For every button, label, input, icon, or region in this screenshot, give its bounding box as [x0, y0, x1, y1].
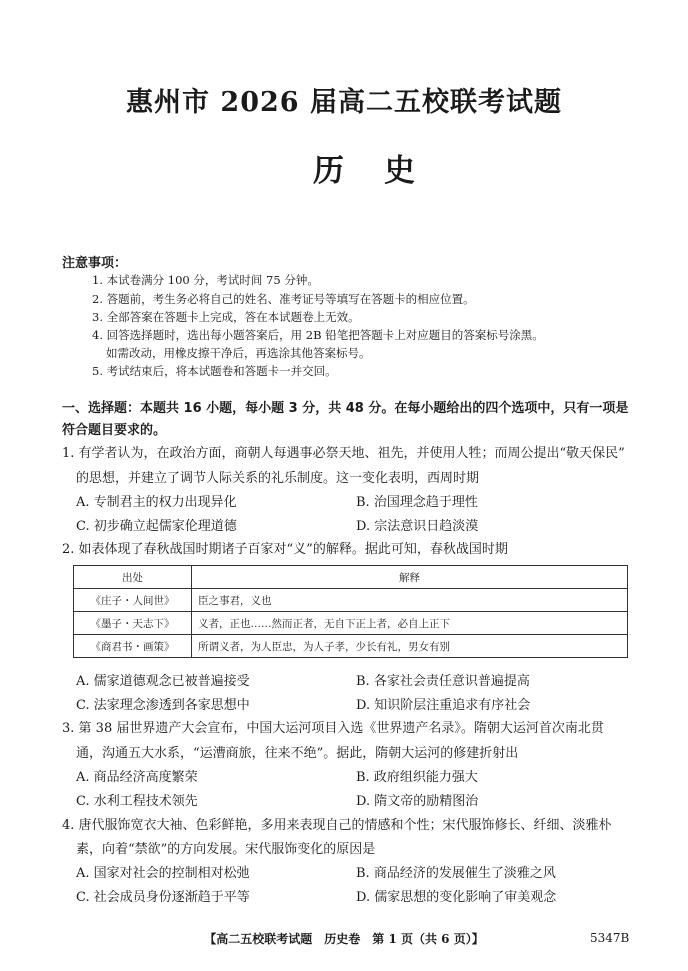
page-footer: 【高二五校联考试题 历史卷 第 1 页（共 6 页）】	[204, 932, 484, 946]
question-4-option-a: A. 国家对社会的控制相对松弛	[76, 866, 250, 881]
paper-code: 5347B	[590, 931, 630, 945]
question-3-option-b: B. 政府组织能力强大	[356, 770, 478, 785]
table-cell-explanation: 臣之事君，义也	[192, 589, 628, 612]
question-4-option-c: C. 社会成员身份逐渐趋于平等	[76, 890, 250, 905]
table-cell-explanation: 义者，正也……然而正者，无自下正上者，必自上正下	[192, 612, 628, 635]
question-1-option-c: C. 初步确立起儒家伦理道德	[76, 519, 237, 534]
exam-title: 惠州市 2026 届高二五校联考试题	[126, 87, 562, 118]
table-header-row	[74, 566, 628, 589]
question-1-stem: 1. 有学者认为，在政治方面，商朝人每遇事必祭天地、祖先，并使用人牲；而周公提出“敬天保民”	[62, 446, 625, 461]
notice-item: 5. 考试结束后，将本试题卷和答题卡一并交回。	[92, 364, 337, 378]
table-row	[74, 589, 628, 612]
question-3-option-d: D. 隋文帝的励精图治	[356, 794, 479, 809]
question-2-option-b: B. 各家社会责任意识普遍提高	[356, 674, 530, 689]
table-row	[74, 635, 628, 658]
question-2-option-c: C. 法家理念渗透到各家思想中	[76, 698, 250, 713]
table-row	[74, 612, 628, 635]
subject-title: 历史	[313, 153, 455, 189]
question-1-option-d: D. 宗法意识日趋淡漠	[356, 519, 479, 534]
question-3-stem: 3. 第 38 届世界遗产大会宣布，中国大运河项目入选《世界遗产名录》。隋朝大运河首次南北贯	[62, 721, 604, 736]
notice-heading: 注意事项：	[62, 256, 128, 271]
question-2-option-a: A. 儒家道德观念已被普遍接受	[76, 674, 250, 689]
question-4-stem-cont: 素，向着“禁欲”的方向发展。宋代服饰变化的原因是	[76, 842, 376, 857]
question-3-option-a: A. 商品经济高度繁荣	[76, 770, 198, 785]
table-cell-source: 《商君书・画策》	[74, 635, 192, 658]
table-header-source: 出处	[74, 566, 192, 589]
question-3-option-c: C. 水利工程技术领先	[76, 794, 198, 809]
question-1-option-a: A. 专制君主的权力出现异化	[76, 495, 237, 510]
source-table	[73, 565, 628, 658]
notice-item: 1. 本试卷满分 100 分，考试时间 75 分钟。	[92, 273, 319, 287]
section-heading: 一、选择题：本题共 16 小题，每小题 3 分，共 48 分。在每小题给出的四个选项中，只有一项是符合题目要求的。	[62, 401, 629, 438]
question-4-option-d: D. 儒家思想的变化影响了审美观念	[356, 890, 557, 905]
question-2-option-d: D. 知识阶层注重追求有序社会	[356, 698, 531, 713]
table-cell-source: 《庄子・人间世》	[74, 589, 192, 612]
question-4-stem: 4. 唐代服饰宽衣大袖、色彩鲜艳，多用来表现自己的情感和个性；宋代服饰修长、纤细、淡雅朴	[62, 818, 612, 833]
question-3-stem-cont: 通，沟通五大水系，“运漕商旅，往来不绝”。据此，隋朝大运河的修建折射出	[76, 746, 519, 761]
table-header-explanation: 解释	[192, 566, 628, 589]
question-1-option-b: B. 治国理念趋于理性	[356, 495, 478, 510]
notice-item: 4. 回答选择题时，选出每小题答案后，用 2B 铅笔把答题卡上对应题目的答案标号涂黑。	[92, 328, 544, 342]
notice-item: 2. 答题前，考生务必将自己的姓名、准考证号等填写在答题卡的相应位置。	[92, 292, 475, 306]
notice-item: 3. 全部答案在答题卡上完成，答在本试题卷上无效。	[92, 310, 360, 324]
table-cell-source: 《墨子・天志下》	[74, 612, 192, 635]
table-cell-explanation: 所谓义者，为人臣忠，为人子孝，少长有礼，男女有别	[192, 635, 628, 658]
notice-item-continuation: 如需改动，用橡皮擦干净后，再选涂其他答案标号。	[106, 346, 371, 360]
question-1-stem-cont: 的思想，并建立了调节人际关系的礼乐制度。这一变化表明，西周时期	[76, 471, 480, 486]
question-2-stem: 2. 如表体现了春秋战国时期诸子百家对“义”的解释。据此可知，春秋战国时期	[62, 542, 508, 557]
question-4-option-b: B. 商品经济的发展催生了淡雅之风	[356, 866, 556, 881]
